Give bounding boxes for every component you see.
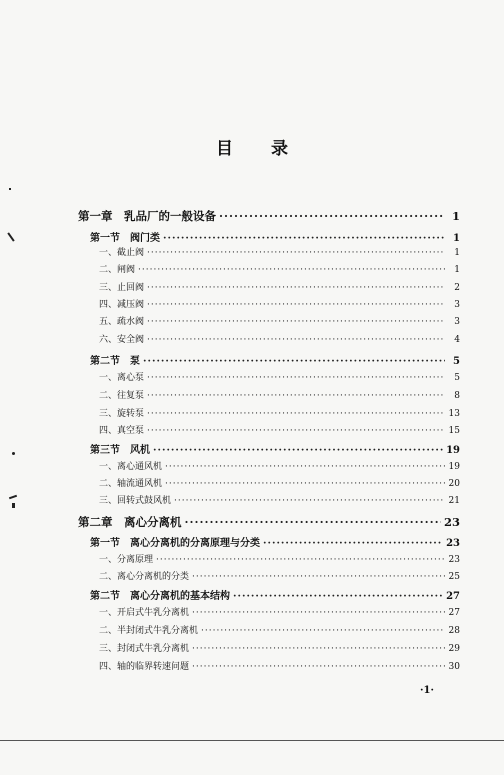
dot-leader — [143, 356, 445, 367]
toc-entry-label: 四、轴的临界转速问题 — [99, 662, 190, 672]
toc-item — [99, 388, 460, 401]
dot-leader — [147, 409, 445, 419]
toc-entry-page: 3 — [454, 300, 460, 310]
toc-entry-page: 29 — [448, 644, 460, 654]
toc-item — [99, 605, 460, 618]
scan-mark — [7, 232, 14, 241]
dot-leader — [185, 515, 441, 529]
toc-item — [99, 297, 460, 310]
dot-leader — [147, 248, 445, 258]
dot-leader — [147, 317, 445, 327]
toc-entry-page: 23 — [446, 538, 460, 549]
toc-entry-label: 三、旋转泵 — [99, 409, 145, 419]
toc-entry-label: 第三节 风机 — [90, 445, 150, 456]
toc-section — [90, 229, 460, 244]
dot-leader — [165, 462, 445, 472]
toc-entry-page: 15 — [448, 426, 460, 436]
toc-entry-label: 二、轴流通风机 — [99, 479, 163, 489]
toc-entry-page: 1 — [454, 248, 460, 258]
toc-entry-page: 25 — [448, 572, 460, 582]
toc-item — [99, 280, 460, 293]
toc-item — [99, 406, 460, 419]
toc-entry-label: 二、半封闭式牛乳分离机 — [99, 626, 199, 636]
toc-entry-label: 四、减压阀 — [99, 300, 145, 310]
toc-chapter — [78, 208, 460, 224]
toc-item — [99, 332, 460, 345]
toc-item — [99, 569, 460, 582]
toc-entry-page: 1 — [451, 209, 460, 223]
toc-item — [99, 476, 460, 489]
toc-entry-page: 19 — [448, 462, 460, 472]
toc-entry-page: 27 — [446, 591, 460, 602]
toc-entry-label: 第一节 阀门类 — [90, 233, 160, 244]
toc-entry-page: 23 — [443, 515, 460, 529]
toc-entry-label: 四、真空泵 — [99, 426, 145, 436]
dot-leader — [147, 300, 445, 310]
dot-leader — [138, 265, 445, 275]
toc-item — [99, 370, 460, 383]
toc-entry-page: 5 — [453, 356, 460, 367]
toc-item — [99, 623, 460, 636]
toc-item — [99, 659, 460, 672]
toc-entry-page: 5 — [454, 373, 460, 383]
dot-leader — [147, 335, 445, 345]
dot-leader — [263, 538, 443, 549]
toc-entry-page: 19 — [446, 445, 460, 456]
toc-entry-label: 第一章 乳品厂的一般设备 — [78, 209, 216, 223]
toc-entry-label: 六、安全阀 — [99, 335, 145, 345]
toc-item — [99, 245, 460, 258]
toc-item — [99, 314, 460, 327]
bottom-rule — [0, 740, 504, 741]
dot-leader — [147, 283, 445, 293]
toc-entry-page: 8 — [454, 391, 460, 401]
scan-mark — [9, 188, 11, 190]
toc-item — [99, 262, 460, 275]
toc-entry-page: 13 — [448, 409, 460, 419]
dot-leader — [174, 496, 445, 506]
toc-entry-label: 二、往复泵 — [99, 391, 145, 401]
toc-item — [99, 552, 460, 565]
dot-leader — [147, 373, 445, 383]
dot-leader — [192, 662, 445, 672]
toc-section — [90, 587, 460, 602]
toc-entry-page: 21 — [448, 496, 460, 506]
toc-entry-label: 第二节 泵 — [90, 356, 140, 367]
toc-item — [99, 493, 460, 506]
toc-item — [99, 423, 460, 436]
toc-entry-label: 第二章 离心分离机 — [78, 515, 182, 529]
dot-leader — [147, 391, 445, 401]
toc-entry-page: 20 — [448, 479, 460, 489]
toc-section — [90, 534, 460, 549]
toc-entry-page: 28 — [448, 626, 460, 636]
dot-leader — [201, 626, 445, 636]
toc-entry-label: 一、截止阀 — [99, 248, 145, 258]
toc-entry-label: 五、疏水阀 — [99, 317, 145, 327]
toc-entry-label: 第二节 离心分离机的基本结构 — [90, 591, 230, 602]
toc-entry-page: 30 — [448, 662, 460, 672]
toc-item — [99, 641, 460, 654]
toc-entry-label: 一、离心通风机 — [99, 462, 163, 472]
title-char-2: 录 — [271, 139, 288, 159]
toc-entry-page: 27 — [448, 608, 460, 618]
toc-item — [99, 459, 460, 472]
dot-leader — [156, 555, 445, 565]
toc-entry-page: 4 — [454, 335, 460, 345]
page-title — [0, 134, 504, 159]
toc-entry-label: 三、回转式鼓风机 — [99, 496, 172, 506]
scan-mark — [9, 495, 17, 500]
scan-mark — [12, 503, 15, 508]
toc-chapter — [78, 514, 460, 530]
toc-entry-label: 三、止回阀 — [99, 283, 145, 293]
dot-leader — [192, 608, 445, 618]
dot-leader — [163, 233, 445, 244]
toc-section — [90, 441, 460, 456]
toc-entry-page: 2 — [454, 283, 460, 293]
dot-leader — [153, 445, 443, 456]
dot-leader — [219, 209, 445, 223]
toc-section — [90, 352, 460, 367]
dot-leader — [165, 479, 445, 489]
toc-entry-page: 1 — [453, 233, 460, 244]
toc-entry-page: 23 — [448, 555, 460, 565]
dot-leader — [233, 591, 443, 602]
page-number: ·1· — [420, 685, 434, 696]
toc-entry-label: 一、分离原理 — [99, 555, 154, 565]
dot-leader — [192, 644, 445, 654]
dot-leader — [147, 426, 445, 436]
toc-entry-label: 二、闸阀 — [99, 265, 136, 275]
toc-entry-label: 一、离心泵 — [99, 373, 145, 383]
dot-leader — [192, 572, 445, 582]
toc-entry-label: 三、封闭式牛乳分离机 — [99, 644, 190, 654]
toc-entry-page: 3 — [454, 317, 460, 327]
toc-entry-label: 二、离心分离机的分类 — [99, 572, 190, 582]
scan-mark — [12, 452, 15, 455]
title-char-1: 目 — [216, 139, 233, 159]
toc-entry-label: 一、开启式牛乳分离机 — [99, 608, 190, 618]
toc-entry-label: 第一节 离心分离机的分离原理与分类 — [90, 538, 260, 549]
toc-entry-page: 1 — [454, 265, 460, 275]
